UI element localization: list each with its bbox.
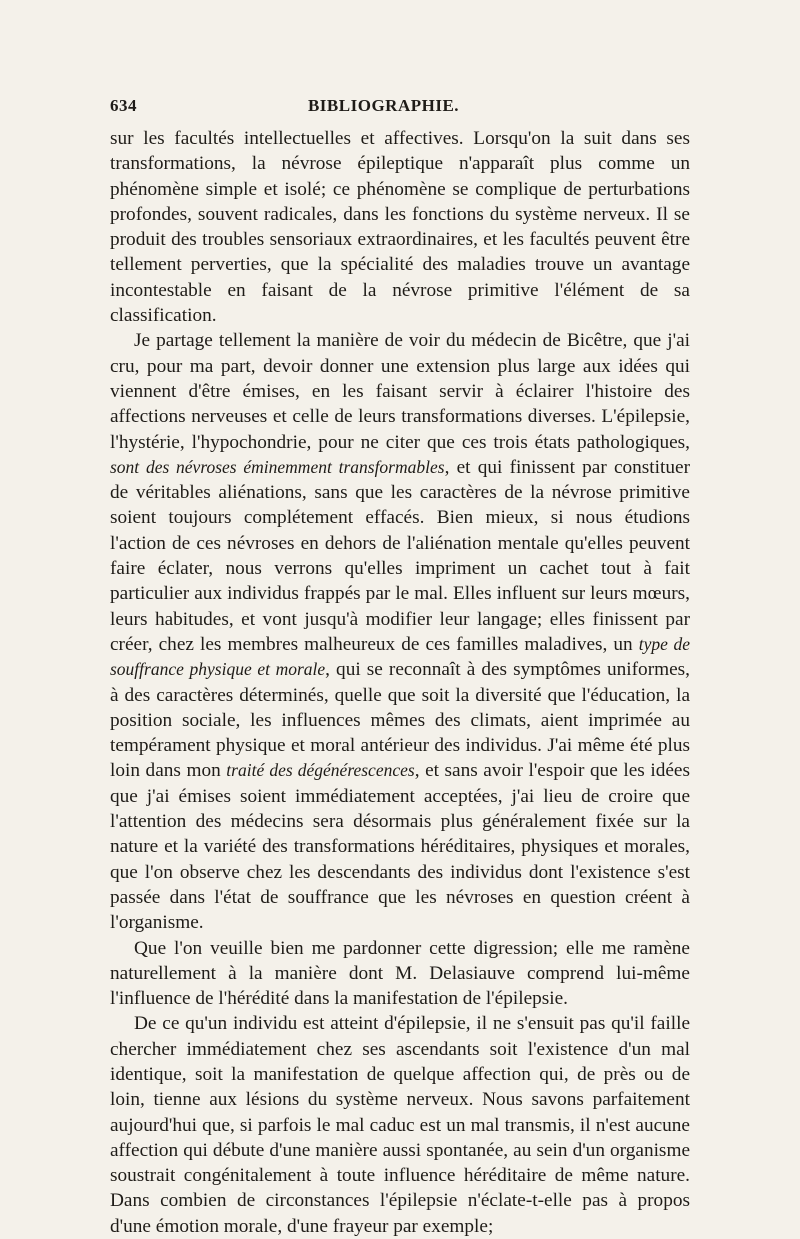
- text-run: sur les facultés intellectuelles et affectives. Lorsqu'on la suit dans ses transformations, la névrose épileptique n'apparaît plus comme un phénomène simple et isolé; ce phénomène se complique de perturbations profondes, souvent radicales, dans les fonctions du système nerveux. Il se produit des troubles sensoriaux extraordinaires, et les facultés peuvent être tellement perverties, que la spécialité des maladies trouve un avantage incontestable en faisant de la névrose primitive l'élément de sa classification.: [110, 128, 690, 327]
- italic-text: traité des dégénérescences: [226, 760, 415, 781]
- page-number: 634: [110, 96, 137, 115]
- italic-text: sont des névroses éminemment transformables: [110, 456, 445, 477]
- running-title: BIBLIOGRAPHIE.: [307, 96, 460, 115]
- text-run: , qui se reconnaît à des symptômes uniformes, à des caractères déterminés, quelle que soit la diversité que l'éducation, la position sociale, les influences mêmes des climats, aient imprimée au tempérament physique et moral antérieur des individus. J'ai même été plus loin dans mon: [110, 659, 691, 782]
- text-run: , et sans avoir l'espoir que les idées que j'ai émises soient immédiatement acceptées, j'ai lieu de croire que l'attention des médecins sera désormais plus généralement fixée sur la nature et la variété des transformations héréditaires, physiques et morales, que l'on observe chez les descendants des individus dont l'existence s'est passée dans l'état de souffrance que les névroses en question créent à l'organisme.: [110, 760, 690, 934]
- text-run: De ce qu'un individu est atteint d'épilepsie, il ne s'ensuit pas qu'il faille chercher immédiatement chez ses ascendants soit l'existence d'un mal identique, soit la manifestation de quelque affection qui, de près ou de loin, tienne aux lésions du système nerveux. Nous savons parfaitement aujourd'hui que, si parfois le mal caduc est un mal transmis, il n'est aucune affection qui débute d'une manière aussi spontanée, au sein d'un organisme soustrait congénitalement à toute influence héréditaire de même nature. Dans combien de circonstances l'épilepsie n'éclate-t-elle pas à propos d'une émotion morale, d'une frayeur par exemple;: [110, 1013, 690, 1237]
- italic-text: type de souffrance physique et morale: [110, 633, 690, 680]
- running-head: [110, 96, 690, 126]
- paragraph: [110, 1011, 690, 1239]
- text-run: Je partage tellement la manière de voir du médecin de Bicêtre, que j'ai cru, pour ma part, devoir donner une extension plus large aux idées qui viennent d'être émises, en les faisant servir à éclairer l'histoire des affections nerveuses et celle de leurs transformations diverses. L'épilepsie, l'hystérie, l'hypochondrie, pour ne citer que ces trois états pathologiques,: [110, 330, 690, 453]
- paragraph: [110, 936, 690, 1012]
- text-run: , et qui finissent par constituer de véritables aliénations, sans que les caractères de la névrose primitive soient toujours complétement effacés. Bien mieux, si nous étudions l'action de ces névroses en dehors de l'aliénation mentale qu'elles peuvent faire éclater, nous verrons qu'elles impriment un cachet tout à fait particulier aux individus frappés par le mal. Elles influent sur leurs mœurs, leurs habitudes, et vont jusqu'à modifier leur langage; elles finissent par créer, chez les membres malheureux de ces familles maladives, un: [110, 456, 690, 655]
- text-run: Que l'on veuille bien me pardonner cette digression; elle me ramène naturellement à la manière dont M. Delasiauve comprend lui-même l'influence de l'hérédité dans la manifestation de l'épilepsie.: [110, 937, 690, 1010]
- paragraph: [110, 328, 690, 935]
- paragraph: [110, 126, 690, 328]
- body-text: [110, 126, 690, 1239]
